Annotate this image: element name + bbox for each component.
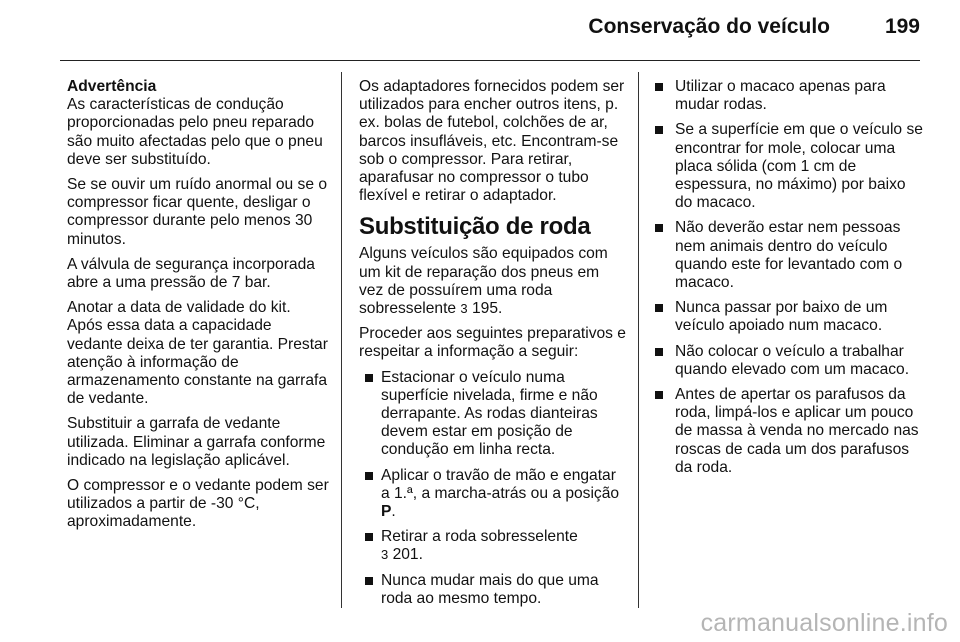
warning-title: Advertência bbox=[67, 78, 157, 95]
list-item bbox=[655, 121, 927, 212]
page-reference-icon: 3 bbox=[460, 301, 468, 317]
page-number: 199 bbox=[884, 15, 920, 38]
column-3 bbox=[655, 78, 927, 484]
list-item-text: Estacionar o veículo numa superfície nivelada, firme e não derrapante. As rodas dianteiras devem estar em posição de condução em linha recta. bbox=[381, 368, 598, 459]
list-item-text: Não deverão estar nem pessoas nem animais dentro do veículo quando este for levantado com o macaco. bbox=[675, 219, 903, 292]
paragraph-expiry: Anotar a data de validade do kit. Após essa data a capacidade vedante deixa de ter garantia. Prestar atenção à informação de armazenamento constante na garrafa de vedante. bbox=[67, 299, 328, 408]
list-item-text: Retirar a roda sobresselente bbox=[381, 528, 578, 546]
warning-text: As características de condução proporcionadas pelo pneu reparado são muito afectadas pelo que o pneu deve ser substituído. bbox=[67, 96, 323, 168]
paragraph-noise: Se se ouvir um ruído anormal ou se o compressor ficar quente, desligar o compressor durante pelo menos 30 minutos. bbox=[67, 176, 328, 248]
list-item bbox=[655, 386, 927, 477]
paragraph-valve: A válvula de segurança incorporada abre a uma pressão de 7 bar. bbox=[67, 255, 315, 292]
list-item-text-end: . bbox=[391, 503, 396, 521]
paragraph-temperature: O compressor e o vedante podem ser utilizados a partir de -30 °C, aproximadamente. bbox=[67, 477, 329, 531]
square-bullet-icon bbox=[655, 304, 663, 312]
list-item bbox=[359, 528, 627, 564]
list-item bbox=[655, 343, 927, 379]
intro-reference[interactable]: 195. bbox=[472, 300, 503, 318]
list-item bbox=[655, 219, 927, 292]
square-bullet-icon bbox=[655, 391, 663, 399]
square-bullet-icon bbox=[655, 126, 663, 134]
list-item-text: Utilizar o macaco apenas para mudar rodas. bbox=[675, 78, 886, 114]
warning-block bbox=[67, 78, 329, 169]
safety-list bbox=[655, 78, 927, 477]
chapter-title: Conservação do veículo bbox=[588, 15, 830, 38]
list-item-text: Se a superfície em que o veículo se encontrar for mole, colocar uma placa sólida (com 1 cm de espessura, no máximo) por baixo do macaco. bbox=[675, 121, 923, 212]
page-reference-icon: 3 bbox=[381, 547, 389, 563]
gear-position-p: P bbox=[381, 503, 392, 521]
column-1 bbox=[67, 78, 329, 539]
square-bullet-icon bbox=[655, 224, 663, 232]
square-bullet-icon bbox=[655, 348, 663, 356]
square-bullet-icon bbox=[365, 374, 373, 382]
square-bullet-icon bbox=[365, 472, 373, 480]
header-divider bbox=[60, 60, 920, 61]
column-2 bbox=[359, 78, 627, 615]
intro-text: Alguns veículos são equipados com um kit de reparação dos pneus em vez de possuírem uma roda sobresselente bbox=[359, 245, 608, 318]
paragraph-intro bbox=[359, 245, 627, 318]
preparation-list bbox=[359, 369, 627, 608]
square-bullet-icon bbox=[365, 533, 373, 541]
paragraph-preparation: Proceder aos seguintes preparativos e respeitar a informação a seguir: bbox=[359, 325, 626, 361]
section-heading: Substituição de roda bbox=[359, 213, 591, 241]
list-item bbox=[359, 369, 627, 460]
square-bullet-icon bbox=[365, 577, 373, 585]
spare-wheel-reference[interactable]: 201. bbox=[392, 546, 423, 564]
list-item bbox=[655, 78, 927, 114]
list-item bbox=[359, 467, 627, 522]
paragraph-adapters: Os adaptadores fornecidos podem ser utilizados para encher outros itens, p. ex. bolas de futebol, colchões de ar, barcos insufláveis, etc. Encontram-se sob o compressor. Para retirar, aparafusar no compressor o tubo flexível e retirar o adaptador. bbox=[359, 78, 625, 205]
list-item bbox=[655, 299, 927, 335]
list-item-text: Não colocar o veículo a trabalhar quando elevado com um macaco. bbox=[675, 342, 910, 378]
square-bullet-icon bbox=[655, 83, 663, 91]
column-divider-1 bbox=[341, 72, 342, 608]
list-item-text: Aplicar o travão de mão e engatar a 1.ª, a marcha-atrás ou a posição bbox=[381, 466, 620, 502]
list-item bbox=[359, 572, 627, 608]
list-item-text: Nunca passar por baixo de um veículo apoiado num macaco. bbox=[675, 299, 888, 335]
list-item-text: Antes de apertar os parafusos da roda, limpá-los e aplicar um pouco de massa à venda no mercado nas roscas de cada um dos parafusos da roda. bbox=[675, 386, 919, 476]
paragraph-replace: Substituir a garrafa de vedante utilizada. Eliminar a garrafa conforme indicado na legislação aplicável. bbox=[67, 415, 326, 469]
site-watermark: carmanualsonline.info bbox=[700, 609, 948, 637]
list-item-text: Nunca mudar mais do que uma roda ao mesmo tempo. bbox=[381, 571, 599, 607]
column-divider-2 bbox=[638, 72, 639, 608]
